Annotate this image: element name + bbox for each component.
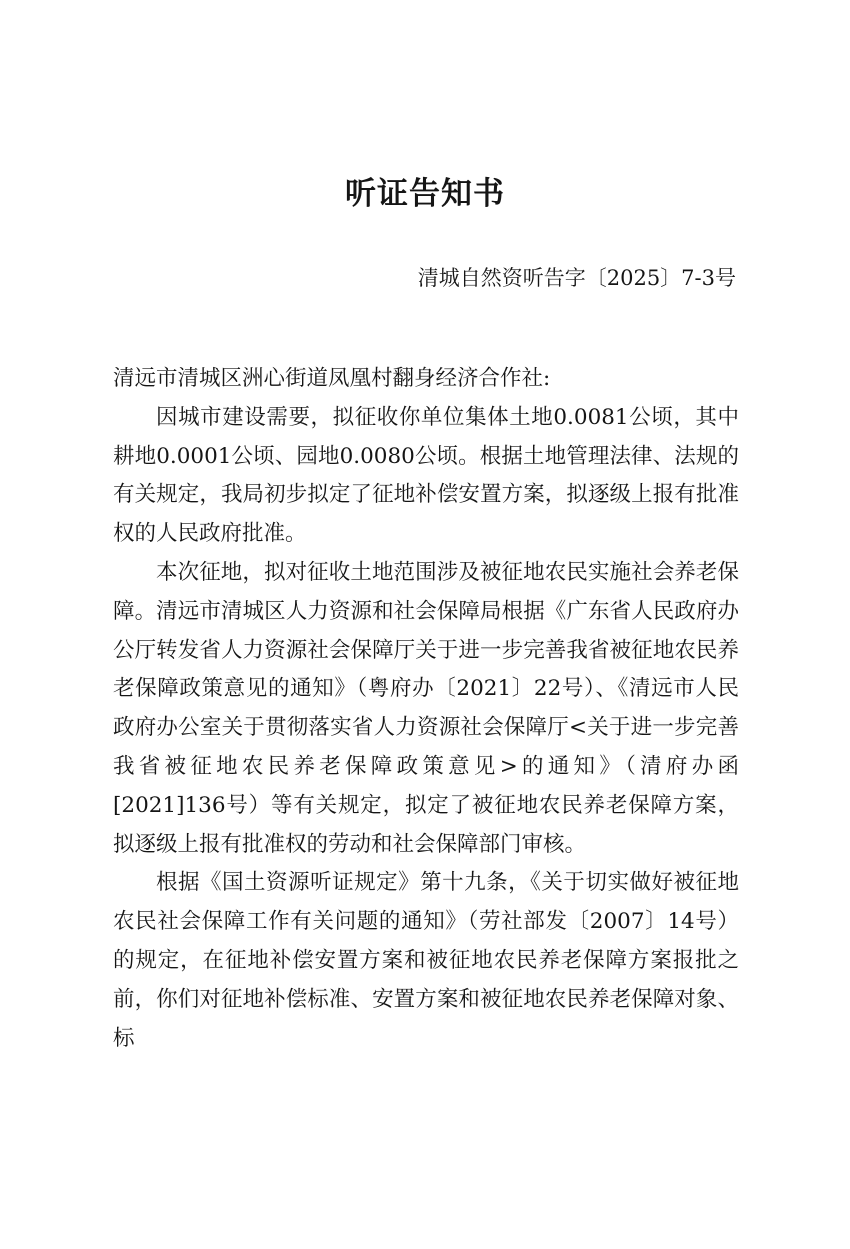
paragraph-2: 本次征地，拟对征收土地范围涉及被征地农民实施社会养老保障。清远市清城区人力资源和社会保障局根据《广东省人民政府办公厅转发省人力资源社会保障厅关于进一步完善我省被征地农民养老保障政策意见的通知》（粤府办〔2021〕22号）、《清远市人民政府办公室关于贯彻落实省人力资源社会保障厅<关于进一步完善我省被征地农民养老保障政策意见>的通知》（清府办函[2021]136号）等有关规定，拟定了被征地农民养老保障方案，拟逐级上报有批准权的劳动和社会保障部门审核。 <box>113 559 739 857</box>
document-number: 清城自然资听告字〔2025〕7-3号 <box>417 266 736 290</box>
document-body <box>113 360 739 1058</box>
paragraph-3: 根据《国土资源听证规定》第十九条，《关于切实做好被征地农民社会保障工作有关问题的通知》（劳社部发〔2007〕14号）的规定，在征地补偿安置方案和被征地农民养老保障方案报批之前，你们对征地补偿标准、安置方案和被征地农民养老保障对象、标 <box>113 870 739 1051</box>
document-title: 听证告知书 <box>345 176 505 212</box>
paragraph-1: 因城市建设需要，拟征收你单位集体土地0.0081公顷，其中耕地0.0001公顷、园地0.0080公顷。根据土地管理法律、法规的有关规定，我局初步拟定了征地补偿安置方案，拟逐级上报有批准权的人民政府批准。 <box>113 404 739 547</box>
addressee: 清远市清城区洲心街道凤凰村翻身经济合作社: <box>113 366 551 391</box>
